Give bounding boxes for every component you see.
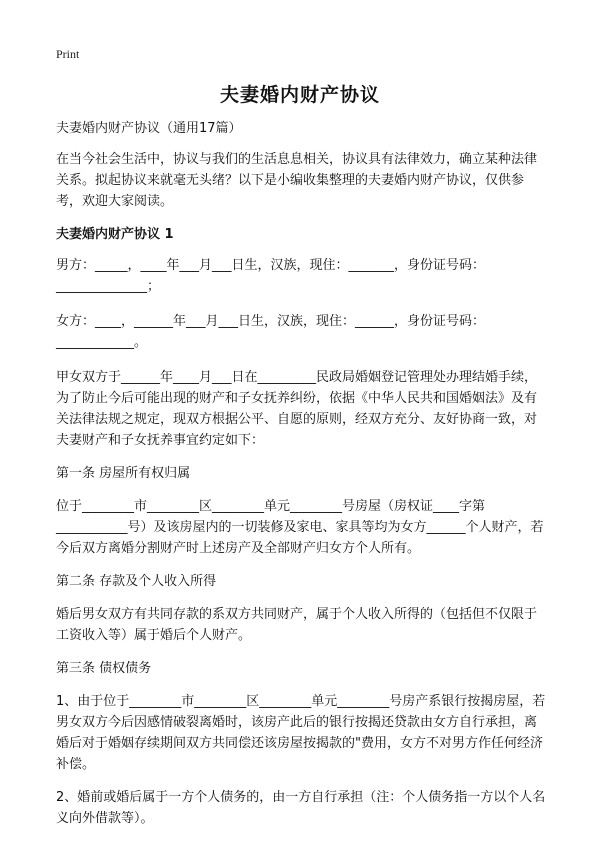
wife-info-line: 女方：____，______年___月___日生，汉族，现住：______，身份证号码：____________。 xyxy=(56,314,486,350)
article-3-item-1: 1、由于位于________市________区________单元________号房产系银行按揭房屋，若男女双方今后因感情破裂离婚时，该房产此后的银行按揭还贷款由女方自行承担，离婚后对于婚姻存续期间双方共同偿还该房屋按揭款的"费用，女方不对男方作任何经济补偿。 xyxy=(56,694,546,772)
preamble-paragraph: 甲女双方于______年____月___日在_________民政局婚姻登记管理处办理结婚手续，为了防止今后可能出现的财产和子女抚养纠纷，依据《中华人民共和国婚姻法》及有关法律法规之规定，现双方根据公平、自愿的原则，经双方充分、友好协商一致，对夫妻财产和子女抚养事宜约定如下： xyxy=(56,370,538,448)
article-2-title: 第二条 存款及个人收入所得 xyxy=(56,574,217,589)
article-3-title: 第三条 债权债务 xyxy=(56,661,152,676)
page-title: 夫妻婚内财产协议 xyxy=(219,84,380,106)
husband-info-line: 男方：_____，____年___月___日生，汉族，现住：_______，身份证号码：______________； xyxy=(56,258,486,294)
section-heading: 夫妻婚内财产协议 1 xyxy=(56,227,174,242)
article-1-body: 位于________市________区________单元________号房屋（房权证____字第___________号）及该房屋内的一切装修及家电、家具等均为女方______个人财产，若今后双方离婚分割财产时上述房产及全部财产归女方个人所有。 xyxy=(56,499,544,556)
print-link[interactable]: Print xyxy=(56,47,80,61)
document-subtitle: 夫妻婚内财产协议（通用17篇） xyxy=(56,121,242,136)
article-2-body: 婚后男女双方有共同存款的系双方共同财产，属于个人收入所得的（包括但不仅限于工资收入等）属于婚后个人财产。 xyxy=(56,607,538,643)
intro-paragraph: 在当今社会生活中，协议与我们的生活息息相关，协议具有法律效力，确立某种法律关系。拟起协议来就毫无头绪？以下是小编收集整理的夫妻婚内财产协议，仅供参考，欢迎大家阅读。 xyxy=(56,152,538,209)
document-body xyxy=(56,118,548,841)
article-3-item-2: 2、婚前或婚后属于一方个人债务的，由一方自行承担（注：个人债务指一方以个人名义向外借款等）。 xyxy=(56,790,546,826)
article-1-title: 第一条 房屋所有权归属 xyxy=(56,466,191,481)
